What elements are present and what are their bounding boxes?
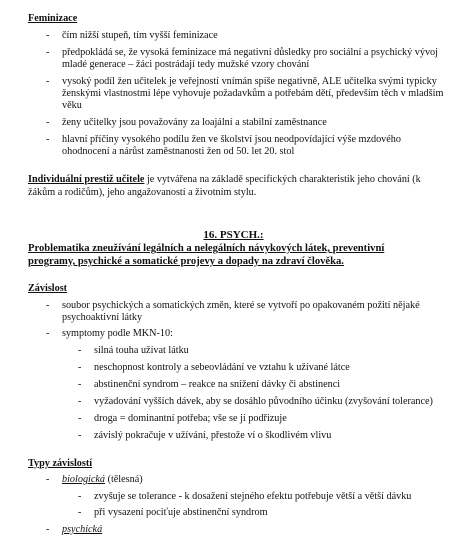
typ-biologicka-label: biologická [62, 474, 106, 485]
dash-bullet: - [46, 117, 50, 128]
section-title-line1: Problematika zneužívání legálních a nelegálních návykových látek, preventivní [28, 243, 385, 254]
typ-biologicka [62, 474, 143, 486]
prestiz-paragraph-line2: žákům a rodičům), jeho angažovaností a životním stylu. [28, 187, 257, 198]
symptom-item: vyžadování vyšších dávek, aby se dosáhlo původního účinku (zvyšování tolerance) [94, 396, 433, 407]
dash-bullet: - [46, 300, 50, 311]
dash-bullet: - [46, 30, 50, 41]
feminizace-item-5-line1: hlavní příčiny vysokého podílu žen ve školství jsou neodpovídající výše mzdového [62, 134, 401, 145]
zavislost-def-line2: psychoaktivní látky [62, 312, 143, 323]
feminizace-item-3-line1: vysoký podíl žen učitelek je veřejností vnímán spíše negativně, ALE učitelka svými typicky [62, 76, 437, 87]
feminizace-item-2-line1: předpokládá se, že vysoká feminizace má negativní důsledky pro sociální a psychický vývoj [62, 47, 438, 58]
dash-bullet: - [46, 134, 50, 145]
symptom-item: abstinenční syndrom – reakce na snížení dávky či abstinenci [94, 379, 341, 390]
symptom-item: droga = dominantní potřeba; vše se jí podřizuje [94, 413, 287, 424]
symptoms-label: symptomy podle MKN-10: [62, 328, 173, 339]
dash-bullet: - [78, 345, 82, 356]
dash-bullet: - [46, 47, 50, 58]
heading-typy-zavislosti: Typy závislostí [28, 458, 93, 469]
feminizace-item-2-line2: mladé generace – žáci postrádají tedy mužské vzory chování [62, 59, 310, 70]
typ-psychicka: psychická [62, 524, 103, 535]
feminizace-item-4: ženy učitelky jsou považovány za loajální a stabilní zaměstnance [62, 117, 327, 128]
bio-item: při vysazení pociťuje abstinenční syndrom [94, 507, 268, 518]
symptom-item: závislý pokračuje v užívání, přestože ví o škodlivém vlivu [94, 430, 332, 441]
feminizace-item-3-line2: ženskými vlastnostmi lépe vyhovuje požadavkům a potřebám dětí, především těch v mladším [62, 88, 444, 99]
dash-bullet: - [78, 413, 82, 424]
dash-bullet: - [46, 328, 50, 339]
heading-zavislost: Závislost [28, 283, 68, 294]
section-title-line2: programy, psychické a somatické projevy a dopady na zdraví člověka. [28, 256, 344, 267]
symptom-item: silná touha užívat látku [94, 345, 189, 356]
dash-bullet: - [46, 524, 50, 535]
dash-bullet: - [78, 507, 82, 518]
dash-bullet: - [78, 362, 82, 373]
symptom-item: neschopnost kontroly a sebeovládání ve vztahu k užívané látce [94, 362, 350, 373]
section-number: 16. PSYCH.: [203, 229, 264, 241]
zavislost-def-line1: soubor psychických a somatických změn, které se vytvoří po opakovaném požití nějaké [62, 300, 420, 311]
typ-biologicka-suffix: (tělesná) [105, 474, 143, 485]
dash-bullet: - [78, 379, 82, 390]
heading-feminizace: Feminizace [28, 13, 78, 24]
feminizace-item-3-line3: věku [62, 100, 82, 111]
prestiz-term: Individuální prestiž učitele [28, 174, 145, 185]
dash-bullet: - [46, 76, 50, 87]
dash-bullet: - [78, 491, 82, 502]
prestiz-paragraph-line1 [28, 174, 421, 186]
feminizace-item-1: čím nižší stupeň, tím vyšší feminizace [62, 30, 218, 41]
feminizace-item-5-line2: ohodnocení a nárůst zaměstnanosti žen od 50. let 20. stol [62, 146, 295, 157]
dash-bullet: - [46, 474, 50, 485]
bio-item: zvyšuje se tolerance - k dosažení stejného efektu potřebuje větší a větší dávku [94, 491, 412, 502]
dash-bullet: - [78, 396, 82, 407]
dash-bullet: - [78, 430, 82, 441]
prestiz-text: je vytvářena na základě specifických charakteristik jeho chování (k [144, 174, 421, 185]
